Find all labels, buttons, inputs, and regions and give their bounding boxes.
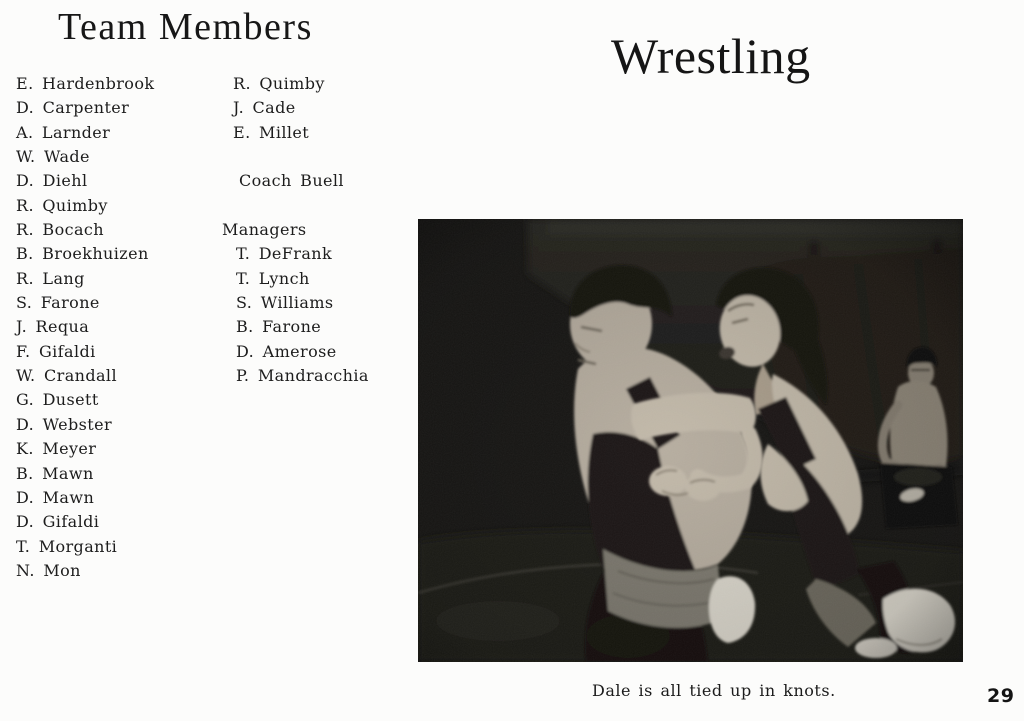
manager-name: D. Amerose bbox=[236, 341, 337, 361]
photo-grain bbox=[418, 219, 963, 662]
roster-name: D. Gifaldi bbox=[16, 512, 100, 532]
roster-name: N. Mon bbox=[16, 560, 81, 580]
wrestling-photo-illustration bbox=[418, 219, 963, 662]
photo-caption: Dale is all tied up in knots. bbox=[592, 681, 836, 700]
roster-name: R. Quimby bbox=[233, 74, 325, 93]
wrestling-photo bbox=[418, 219, 963, 662]
roster-name: E. Millet bbox=[233, 122, 310, 142]
roster-name: J. Cade bbox=[233, 98, 296, 118]
coach-name: Coach Buell bbox=[239, 171, 344, 191]
roster-name: R. Quimby bbox=[16, 195, 108, 215]
manager-name: T. Lynch bbox=[236, 268, 310, 288]
roster-name: J. Requa bbox=[16, 317, 90, 337]
roster-name: W. Crandall bbox=[16, 366, 117, 386]
manager-name: S. Williams bbox=[236, 293, 334, 313]
roster-name: B. Mawn bbox=[16, 463, 94, 483]
managers-heading: Managers bbox=[222, 220, 307, 240]
roster-name: R. Bocach bbox=[16, 220, 104, 240]
roster-name: K. Meyer bbox=[16, 439, 97, 459]
roster-name: D. Webster bbox=[16, 414, 113, 434]
roster-spacer bbox=[222, 145, 369, 169]
manager-name: P. Mandracchia bbox=[236, 366, 369, 386]
manager-name: T. DeFrank bbox=[236, 244, 333, 264]
roster-name: D. Carpenter bbox=[16, 98, 130, 118]
roster-name: T. Morganti bbox=[16, 536, 118, 556]
roster-name: S. Farone bbox=[16, 293, 100, 313]
manager-name: B. Farone bbox=[236, 317, 322, 337]
page-number: 29 bbox=[987, 685, 1015, 707]
roster-name: W. Wade bbox=[16, 147, 90, 167]
team-members-title: Team Members bbox=[58, 6, 313, 48]
roster-name: B. Broekhuizen bbox=[16, 244, 149, 264]
roster-column-1 bbox=[16, 72, 154, 583]
roster-spacer bbox=[222, 194, 369, 218]
wrestling-title: Wrestling bbox=[611, 28, 811, 84]
roster-name: G. Dusett bbox=[16, 390, 99, 410]
roster-name: F. Gifaldi bbox=[16, 341, 96, 361]
roster-name: D. Mawn bbox=[16, 487, 95, 507]
roster-column-2 bbox=[222, 72, 369, 388]
roster-name: D. Diehl bbox=[16, 171, 88, 191]
roster-name: A. Larnder bbox=[16, 122, 111, 142]
roster-name: E. Hardenbrook bbox=[16, 74, 155, 93]
roster-name: R. Lang bbox=[16, 268, 85, 288]
